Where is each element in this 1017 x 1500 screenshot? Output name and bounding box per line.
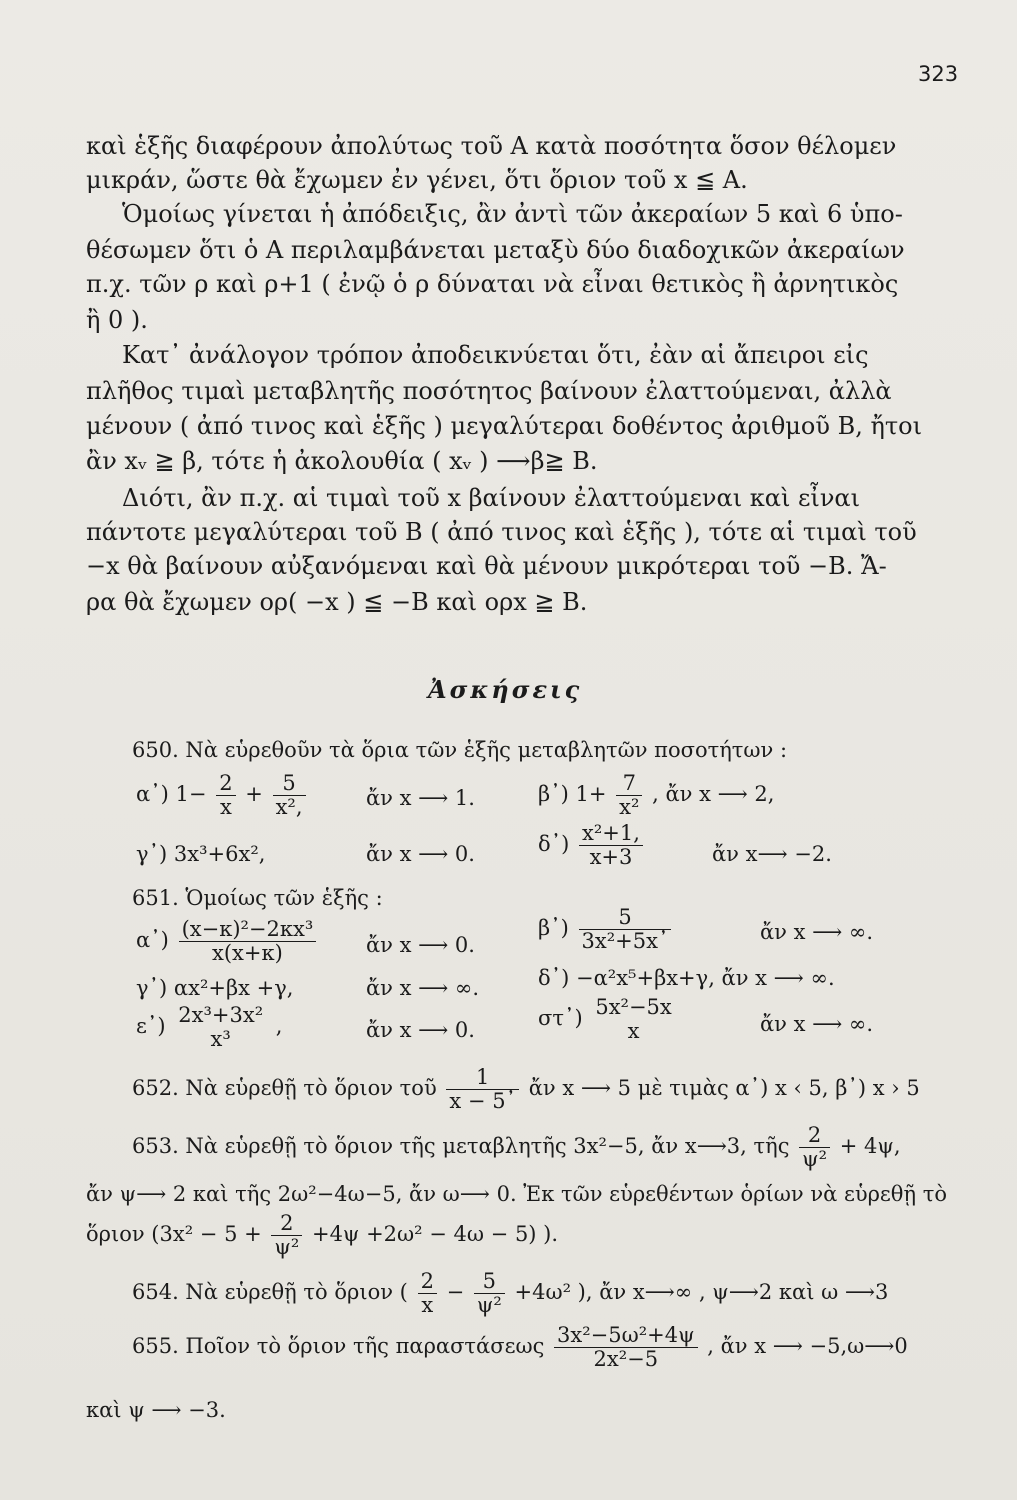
- fraction: $\frac{2}{\text{ψ²}}$: [271, 1212, 302, 1259]
- exercise-651e-cond: ἄν x ⟶ 0.: [366, 1018, 475, 1042]
- fraction: $\frac{\text{x²+1,}}{x+3}$: [579, 822, 643, 869]
- text-line-6: ἢ 0 ).: [86, 306, 148, 334]
- exercise-653-line2: ἄν ψ⟶ 2 καὶ τῆς 2ω²−4ω−5, ἄν ω⟶ 0. Ἐκ τῶν εὑρεθέντων ὁρίων νὰ εὑρεθῇ τὸ: [86, 1182, 947, 1206]
- fraction: $\frac{2}{x}$: [418, 1270, 437, 1317]
- text-line-13: −x θὰ βαίνουν αὐξανόμεναι καὶ θὰ μένουν μικρότεραι τοῦ −Β. Ἄ-: [86, 552, 887, 580]
- section-heading: Ἀσκήσεις: [428, 675, 583, 704]
- exercise-650a: α᾽) 1− $\frac{2}{x}$ + $\frac{5}{\text{x²,}}$: [136, 772, 309, 819]
- exercise-650-intro: 650. Νὰ εὑρεθοῦν τὰ ὅρια τῶν ἑξῆς μεταβλητῶν ποσοτήτων :: [132, 738, 788, 762]
- exercise-651c-cond: ἄν x ⟶ ∞.: [366, 976, 480, 1000]
- fraction: $\frac{2}{x}$: [216, 772, 235, 819]
- fraction: $\frac{5}{\text{3x²+5x᾽}}$: [579, 906, 672, 953]
- text-line-5: π.χ. τῶν ρ καὶ ρ+1 ( ἐνῷ ὁ ρ δύναται νὰ εἶναι θετικὸς ἢ ἀρνητικὸς: [86, 270, 899, 298]
- text-line-12: πάντοτε μεγαλύτεραι τοῦ Β ( ἀπό τινος καὶ ἑξῆς ), τότε αἱ τιμαὶ τοῦ: [86, 518, 917, 546]
- exercise-650b: β᾽) 1+ $\frac{7}{\text{x²}}$ , ἄν x ⟶ 2,: [538, 771, 775, 820]
- fraction: $\frac{5}{\text{x²,}}$: [273, 772, 306, 819]
- fraction: $\frac{7}{\text{x²}}$: [616, 772, 642, 819]
- exercise-655-line2: καὶ ψ ⟶ −3.: [86, 1398, 226, 1422]
- text-line-9: μένουν ( ἀπό τινος καὶ ἑξῆς ) μεγαλύτεραι δοθέντος ἀριθμοῦ Β, ἤτοι: [86, 412, 922, 440]
- exercise-651a: α᾽) $\frac{\text{(x−κ)²−2κx³}}{x(x+\kappa)}$: [136, 918, 319, 965]
- exercise-651b-cond: ἄν x ⟶ ∞.: [760, 920, 874, 944]
- text-line-7: Κατ᾽ ἀνάλογον τρόπον ἀποδεικνύεται ὅτι, ἐὰν αἱ ἄπειροι εἰς: [122, 341, 869, 369]
- fraction: 2x³+3x² x³: [178, 1003, 264, 1052]
- text-line-1: καὶ ἑξῆς διαφέρουν ἀπολύτως τοῦ Α κατὰ ποσότητα ὅσον θέλομεν: [86, 132, 897, 160]
- fraction: $\frac{\text{(x−κ)²−2κx³}}{x(x+\kappa)}$: [179, 918, 317, 965]
- text-line-14: ρα θὰ ἔχωμεν ορ( −x ) ≦ −Β καὶ ορx ≧ Β.: [86, 588, 588, 616]
- exercise-654: 654. Νὰ εὑρεθῇ τὸ ὅριον ( $\frac{2}{x}$ − $\frac{5}{\text{ψ²}}$ +4ω² ), ἄν x⟶∞ , ψ⟶2 καὶ ω ⟶3: [132, 1269, 889, 1318]
- text-line-2: μικράν, ὥστε θὰ ἔχωμεν ἐν γένει, ὅτι ὅριον τοῦ x ≦ Α.: [86, 166, 748, 194]
- exercise-650d-cond: ἄν x⟶ −2.: [712, 842, 832, 866]
- text-line-4: θέσωμεν ὅτι ὁ Α περιλαμβάνεται μεταξὺ δύο διαδοχικῶν ἀκεραίων: [86, 236, 905, 264]
- page-number: 323: [918, 62, 959, 86]
- text-line-10: ἂν xᵥ ≧ β, τότε ἡ ἀκολουθία ( xᵥ ) ⟶β≧ Β.: [86, 447, 598, 475]
- fraction: 5x²−5x x: [595, 995, 672, 1044]
- exercise-651f-cond: ἄν x ⟶ ∞.: [760, 1012, 874, 1036]
- exercise-651-intro: 651. Ὁμοίως τῶν ἑξῆς :: [132, 886, 383, 910]
- exercise-650d: δ᾽) $\frac{\text{x²+1,}}{x+3}$: [538, 822, 646, 869]
- text-line-3: Ὁμοίως γίνεται ἡ ἀπόδειξις, ἂν ἀντὶ τῶν ἀκεραίων 5 καὶ 6 ὑπο-: [122, 200, 903, 228]
- exercise-651c: γ᾽) αx²+βx +γ,: [136, 976, 294, 1000]
- text-line-11: Διότι, ἂν π.χ. αἱ τιμαὶ τοῦ x βαίνουν ἐλαττούμεναι καὶ εἶναι: [122, 484, 861, 512]
- exercise-655: 655. Ποῖον τὸ ὅριον τῆς παραστάσεως $\frac{\text{3x²−5ω²+4ψ}}{\text{2x²−5}}$ , ἄν x ⟶ −5,ω⟶0: [132, 1323, 908, 1372]
- exercise-651d: δ᾽) −α²x⁵+βx+γ, ἄν x ⟶ ∞.: [538, 966, 835, 990]
- text-line-8: πλῆθος τιμαὶ μεταβλητῆς ποσότητος βαίνουν ἐλαττούμεναι, ἀλλὰ: [86, 377, 892, 405]
- exercise-650c-cond: ἄν x ⟶ 0.: [366, 842, 475, 866]
- exercise-650a-cond: ἄν x ⟶ 1.: [366, 786, 475, 810]
- exercise-651b: β᾽) $\frac{5}{\text{3x²+5x᾽}}$: [538, 906, 674, 953]
- fraction: $\frac{2}{\text{ψ²}}$: [799, 1124, 830, 1171]
- fraction: $\frac{5}{\text{ψ²}}$: [474, 1270, 505, 1317]
- fraction: $\frac{\text{3x²−5ω²+4ψ}}{\text{2x²−5}}$: [554, 1324, 698, 1371]
- exercise-650c: γ᾽) 3x³+6x²,: [136, 842, 266, 866]
- exercise-653: 653. Νὰ εὑρεθῇ τὸ ὅριον τῆς μεταβλητῆς 3x²−5, ἄν x⟶3, τῆς $\frac{2}{\text{ψ²}}$ + 4ψ,: [132, 1123, 901, 1172]
- exercise-653-line3: ὅριον (3x² − 5 + $\frac{2}{\text{ψ²}}$ +4ψ +2ω² − 4ω − 5) ).: [86, 1211, 559, 1260]
- exercise-652: 652. Νὰ εὑρεθῇ τὸ ὅριον τοῦ $\frac{1}{x - 5᾽}$ ἄν x ⟶ 5 μὲ τιμὰς α᾽) x ‹ 5, β᾽) x › 5: [132, 1065, 920, 1114]
- exercise-651a-cond: ἄν x ⟶ 0.: [366, 933, 475, 957]
- exercise-651f: στ᾽) 5x²−5x x: [538, 996, 678, 1043]
- exercise-651e: ε᾽) 2x³+3x² x³ ,: [136, 1003, 283, 1052]
- fraction: $\frac{1}{x - 5᾽}$: [446, 1066, 519, 1113]
